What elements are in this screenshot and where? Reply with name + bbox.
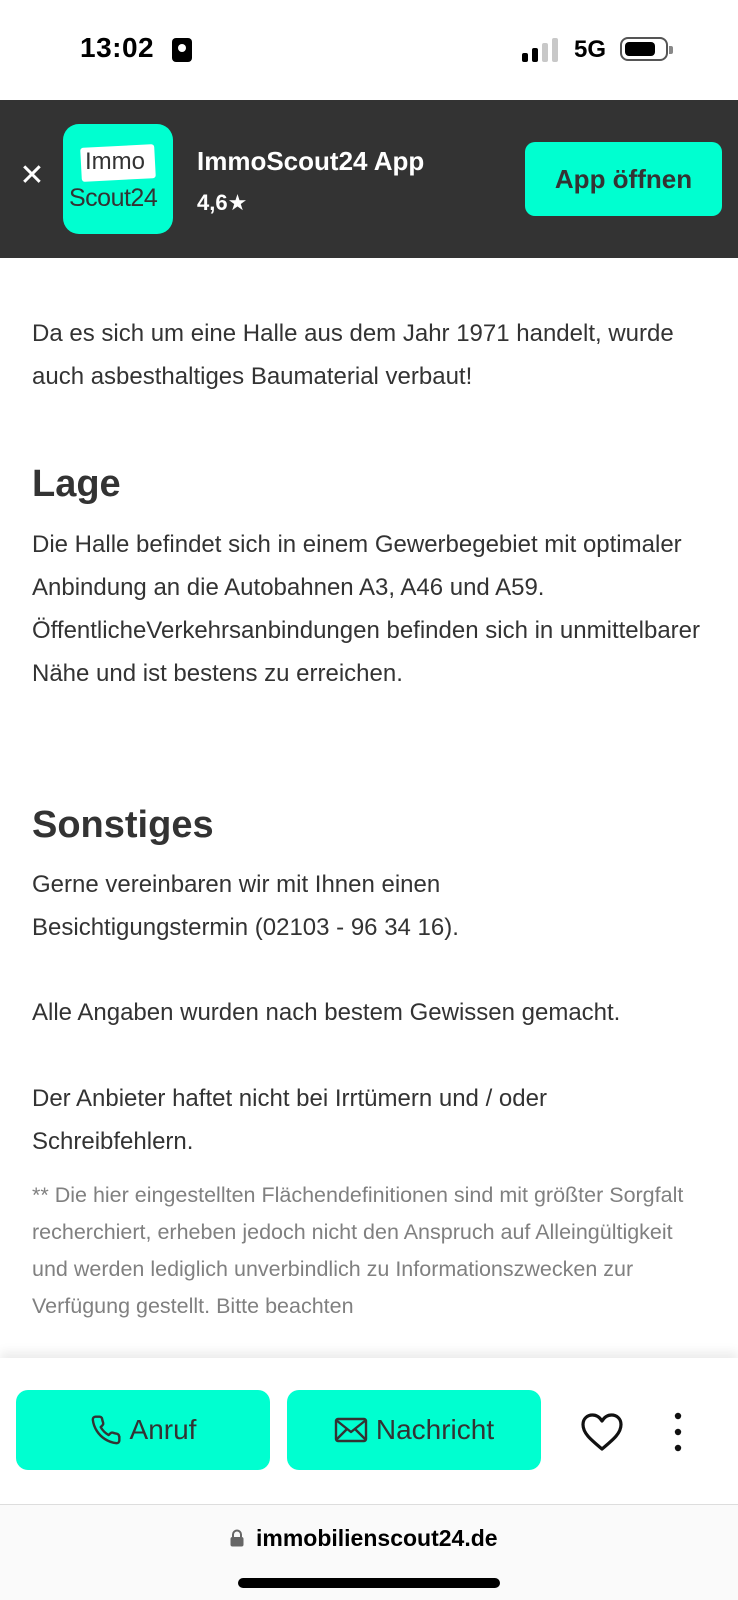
app-install-banner	[0, 100, 738, 258]
envelope-icon	[334, 1416, 368, 1444]
section-heading-lage: Lage	[32, 463, 121, 505]
home-indicator[interactable]	[238, 1578, 500, 1588]
battery-icon	[620, 37, 668, 61]
app-icon-word1: Immo	[85, 148, 145, 175]
call-button[interactable]	[16, 1390, 270, 1470]
disclaimer-text-1: Alle Angaben wurden nach bestem Gewissen gemacht.	[32, 999, 621, 1026]
message-button-label: Nachricht	[375, 1414, 495, 1445]
orientation-lock-icon	[172, 38, 192, 62]
phone-icon	[90, 1414, 122, 1446]
call-button-label: Anruf	[129, 1414, 197, 1445]
network-type: 5G	[574, 36, 607, 63]
app-name: ImmoScout24 App	[197, 146, 425, 176]
lage-text: Die Halle befindet sich in einem Gewerbegebiet mit optimaler Anbindung an die Autobahnen A3, A46 und A59. ÖffentlicheVerkehrsanbindungen befinden sich in unmittelbarer Nähe und ist bestens zu erreichen.	[32, 531, 700, 687]
message-button[interactable]	[287, 1390, 541, 1470]
app-icon-word2: Scout24	[69, 184, 158, 212]
app-icon	[63, 124, 173, 234]
lock-icon	[229, 1529, 245, 1547]
open-app-button[interactable]: App öffnen	[525, 142, 722, 216]
signal-icon	[522, 38, 562, 62]
browser-url-bar	[0, 1504, 738, 1600]
sonstiges-text: Gerne vereinbaren wir mit Ihnen einen Besichtigungstermin (02103 - 96 34 16).	[32, 871, 459, 941]
close-icon[interactable]: ✕	[19, 159, 45, 192]
status-bar	[0, 0, 738, 100]
disclaimer-text-2: Der Anbieter haftet nicht bei Irrtümern und / oder Schreibfehlern.	[32, 1085, 547, 1155]
url-text[interactable]: immobilienscout24.de	[256, 1525, 498, 1551]
more-vertical-icon[interactable]	[668, 1408, 688, 1456]
section-heading-sonstiges: Sonstiges	[32, 804, 214, 846]
footnote-text: ** Die hier eingestellten Flächendefinitionen sind mit größter Sorgfalt recherchiert, erheben jedoch nicht den Anspruch auf Alleingültigkeit und werden lediglich unverbindlich zu Informationszwecken zur Verfügung gestellt. Bitte beachten	[32, 1183, 684, 1318]
heart-icon[interactable]	[580, 1412, 624, 1452]
intro-text: Da es sich um eine Halle aus dem Jahr 1971 handelt, wurde auch asbesthaltiges Baumaterial verbaut!	[32, 320, 674, 390]
status-time: 13:02	[80, 32, 155, 63]
app-rating: 4,6★	[197, 190, 248, 215]
contact-action-bar	[0, 1358, 738, 1504]
